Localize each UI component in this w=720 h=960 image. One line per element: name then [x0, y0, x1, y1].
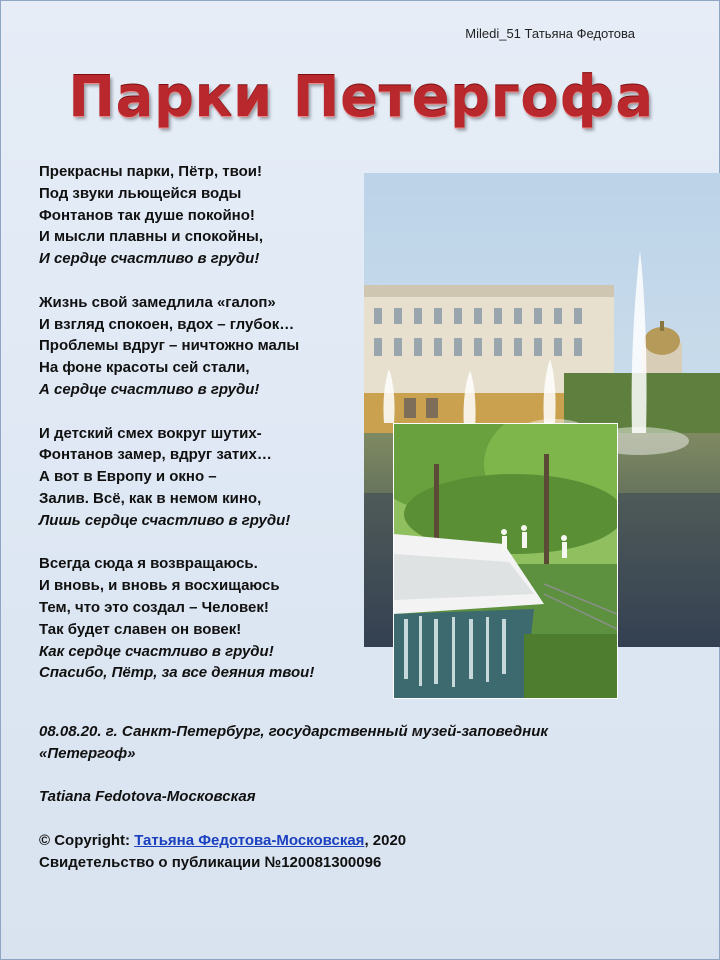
- poem-line: Проблемы вдруг – ничтожно малы: [39, 337, 300, 355]
- stanza-4: [39, 553, 359, 684]
- poem-line: Так будет славен он вовек!: [39, 620, 242, 638]
- poem-refrain: И сердце счастливо в груди!: [39, 250, 260, 268]
- poem-line: Залив. Всё, как в немом кино,: [39, 489, 262, 507]
- date-place-line1: 08.08.20. г. Санкт-Петербург, государственный музей-заповедник: [39, 723, 548, 740]
- copyright-year: , 2020: [364, 831, 407, 849]
- poem-line: Прекрасны парки, Пётр, твои!: [39, 163, 263, 180]
- author-link[interactable]: Татьяна Федотова-Московская: [134, 831, 365, 849]
- poem-line: И мысли плавны и спокойны,: [39, 228, 263, 246]
- stanza-1: [39, 161, 359, 270]
- poem-line: На фоне красоты сей стали,: [39, 359, 250, 377]
- signature: Tatiana Fedotova-Московская: [39, 788, 256, 806]
- stanza-3: [39, 423, 359, 532]
- poem-line: Фонтанов так душе покойно!: [39, 206, 255, 224]
- certificate: Свидетельство о публикации №120081300096: [39, 853, 382, 871]
- poem-line: И взгляд спокоен, вдох – глубок…: [39, 315, 295, 333]
- poem-line: Под звуки льющейся воды: [39, 184, 242, 202]
- stanza-2: [39, 292, 359, 401]
- poem-line: И детский смех вокруг шутих-: [39, 424, 262, 442]
- author-tag: Miledi_51 Татьяна Федотова: [465, 26, 635, 41]
- poem-line: Всегда сюда я возвращаюсь.: [39, 555, 258, 573]
- date-place: [39, 721, 679, 765]
- poem-line: Жизнь свой замедлила «галоп»: [39, 293, 276, 311]
- poem-refrain: Как сердце счастливо в груди!: [39, 642, 274, 660]
- footer: [39, 721, 679, 874]
- copyright-block: [39, 830, 679, 874]
- poem-line: И вновь, и вновь я восхищаюсь: [39, 577, 280, 595]
- copyright-prefix: © Copyright:: [39, 831, 135, 849]
- poem-line: А вот в Европу и окно –: [39, 468, 217, 486]
- poem-line: Фонтанов замер, вдруг затих…: [39, 446, 272, 464]
- cascade-garden-illustration: [394, 424, 617, 698]
- page-title: Парки Петергофа: [68, 65, 654, 130]
- poem-closing-line: Спасибо, Пётр, за все деяния твои!: [39, 664, 315, 682]
- cascade-garden-photo: [393, 423, 618, 699]
- date-place-line2: «Петергоф»: [39, 744, 136, 762]
- poem-refrain: Лишь сердце счастливо в груди!: [39, 511, 291, 529]
- poem: [39, 161, 359, 684]
- poem-refrain: А сердце счастливо в груди!: [39, 380, 260, 398]
- poem-line: Тем, что это создал – Человек!: [39, 598, 269, 616]
